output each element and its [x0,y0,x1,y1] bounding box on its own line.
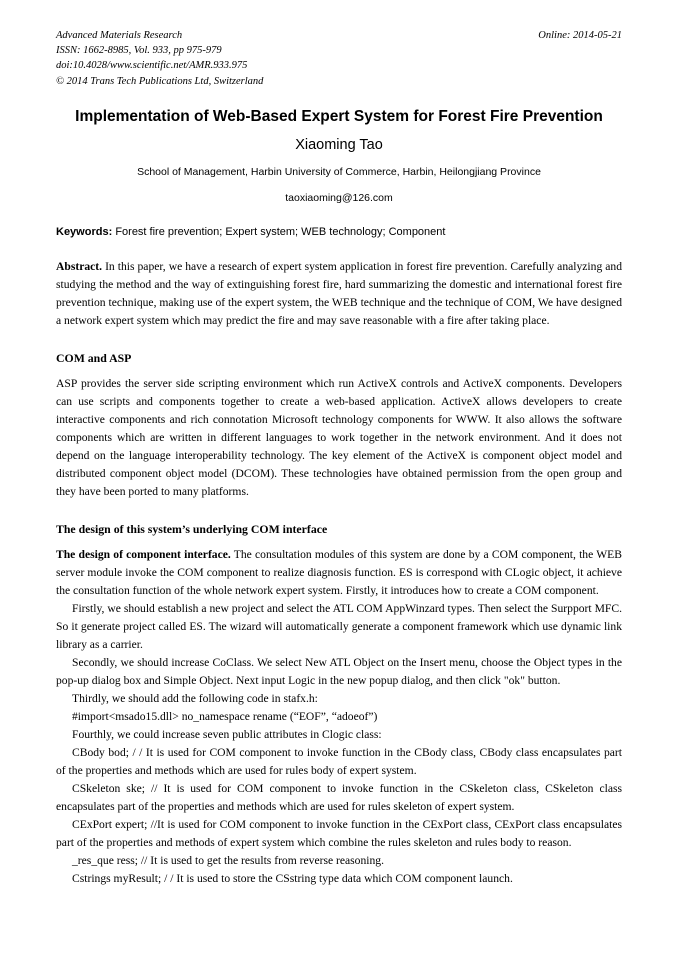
journal-header-right [538,28,622,43]
paragraph: CBody bod; / / It is used for COM component to invoke function in the CBody class, CBody class encapsulates part of the properties and methods which are used for rules body of expert system. [56,746,622,778]
keywords-line [56,226,622,238]
journal-header-left [56,28,263,89]
paragraph: Cstrings myResult; / / It is used to store the CSstring type data which COM component launch. [72,871,513,885]
paragraph: Secondly, we should increase CoClass. We select New ATL Object on the Insert menu, choose the Object types in the pop-up dialog box and Simple Object. Next input Logic in the new popup dialog, and then click "ok" button. [56,656,622,688]
abstract-label: Abstract. [56,259,103,273]
paragraph: Firstly, we should establish a new project and select the ATL COM AppWinzard types. Then select the Surpport MFC. So it generate project called ES. The wizard will automatically generate a component framework which use dynamic link library as a carrier. [56,602,622,652]
section-heading-com-interface-design: The design of this system’s underlying COM interface [56,521,328,536]
author-affiliation: School of Management, Harbin University of Commerce, Harbin, Heilongjiang Province [137,166,541,179]
journal-header [56,28,622,89]
paragraph: _res_que ress; // It is used to get the results from reverse reasoning. [72,853,384,867]
code-line: #import<msado15.dll> no_namespace rename (“EOF”, “adoeof”) [72,710,378,724]
abstract-block [56,258,622,330]
section-heading-com-and-asp: COM and ASP [56,350,132,365]
online-date: Online: 2014-05-21 [538,30,622,41]
paragraph: ASP provides the server side scripting environment which run ActiveX controls and ActiveX components. Developers can use scripts and components together to create a web-based application. ActiveX allows developers to create interactive components and rich connotation Microsoft technology components for WWW. It also allows the software components which are written in different languages to work together in the network environment. And it does not depend on the language interoperability technology. The key element of the ActiveX is component object model and distributed component object model (DCOM). These technologies have obtained permission from the open group and they have been ported to many platforms. [56,377,622,498]
abstract-text: In this paper, we have a research of expert system application in forest fire prevention. Carefully analyzing and studying the method and the way of extinguishing forest fire, hard summarizing the domestic and international forest fire prevention technique, making use of the expert system, the WEB technique and the technique of COM, We have designed a network expert system which may predict the fire and may save reasonable with a fire after taking place. [56,259,622,327]
journal-issn: ISSN: 1662-8985, Vol. 933, pp 975-979 [56,45,222,57]
journal-doi: doi:10.4028/www.scientific.net/AMR.933.975 [56,60,248,72]
keywords-label: Keywords: [56,225,113,238]
journal-name: Advanced Materials Research [56,30,183,41]
author-name: Xiaoming Tao [295,137,383,154]
runin-text: The consultation modules of this system are done by a COM component, the WEB server module invoke the COM component to realize diagnosis function. ES is correspond with CLogic object, it achieve the consultation function of the whole network expert system. Firstly, it introduces how to create a COM component. [56,548,622,598]
paragraph: CSkeleton ske; // It is used for COM component to invoke function in the CSkeleton class, CSkeleton class encapsulates part of the properties and methods which are used for rules skeleton of expert system. [56,781,622,813]
page-title: Implementation of Web-Based Expert System for Forest Fire Prevention [75,107,603,125]
paragraph-runin [56,546,622,600]
journal-copyright: © 2014 Trans Tech Publications Ltd, Switzerland [56,75,264,87]
paragraph: Fourthly, we could increase seven public attributes in Clogic class: [72,728,382,742]
paragraph: Thirdly, we should add the following code in stafx.h: [72,692,318,706]
author-email: taoxiaoming@126.com [285,191,393,204]
paragraph: CExPort expert; //It is used for COM component to invoke function in the CExPort class, CExPort class encapsulates part of the properties and methods of expert system which combine the rules skeleton and rules body to reason. [56,817,622,849]
runin-heading-label: The design of component interface. [56,548,231,562]
keywords-value: Forest fire prevention; Expert system; WEB technology; Component [115,225,446,238]
